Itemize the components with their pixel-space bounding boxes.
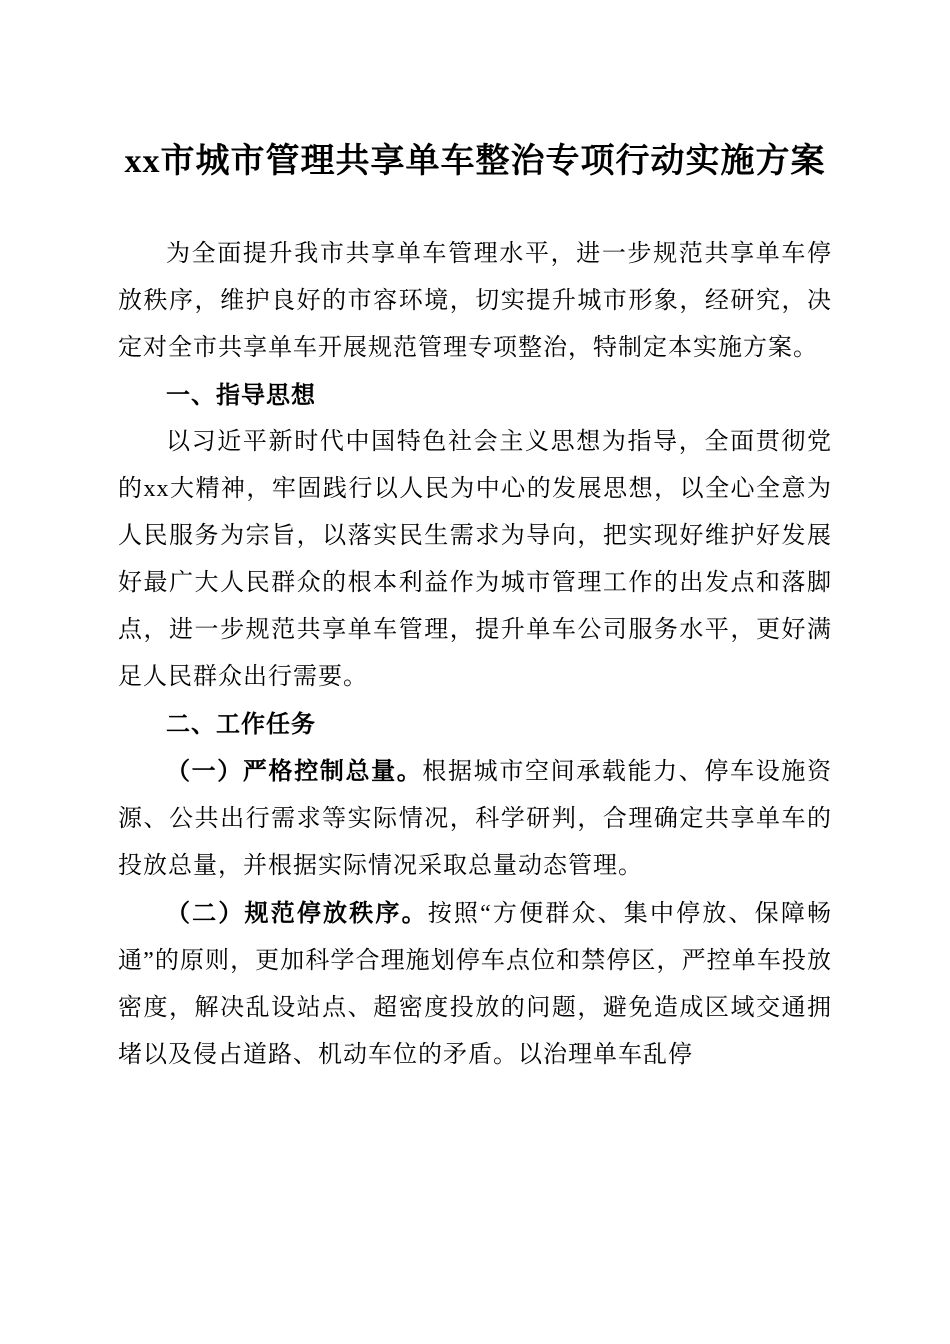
section-1-body: 以习近平新时代中国特色社会主义思想为指导，全面贯彻党的xx大精神，牢固践行以人民为中心的发展思想，以全心全意为人民服务为宗旨，以落实民生需求为导向，把实现好维护好发展好最广大人民群众的根本利益作为城市管理工作的出发点和落脚点，进一步规范共享单车管理，提升单车公司服务水平，更好满足人民群众出行需要。 <box>118 428 832 690</box>
work-task-item-2 <box>118 890 832 1079</box>
work-task-item-2-lead: （二）规范停放秩序。 <box>166 899 428 927</box>
document-title: xx市城市管理共享单车整治专项行动实施方案 <box>124 143 826 180</box>
section-heading-1: 一、指导思想 <box>166 381 316 409</box>
intro-paragraph: 为全面提升我市共享单车管理水平，进一步规范共享单车停放秩序，维护良好的市容环境，切实提升城市形象，经研究，决定对全市共享单车开展规范管理专项整治，特制定本实施方案。 <box>118 240 832 361</box>
work-task-item-2-body: 按照“方便群众、集中停放、保障畅通”的原则，更加科学合理施划停车点位和禁停区，严控单车投放密度，解决乱设站点、超密度投放的问题，避免造成区域交通拥堵以及侵占道路、机动车位的矛盾。以治理单车乱停 <box>118 900 833 1068</box>
section-heading-2: 二、工作任务 <box>166 710 316 738</box>
work-task-item-1 <box>118 748 832 890</box>
work-task-item-1-lead: （一）严格控制总量。 <box>166 757 423 785</box>
work-task-item-1-body: 根据城市空间承载能力、停车设施资源、公共出行需求等实际情况，科学研判，合理确定共享单车的投放总量，并根据实际情况采取总量动态管理。 <box>118 758 833 879</box>
